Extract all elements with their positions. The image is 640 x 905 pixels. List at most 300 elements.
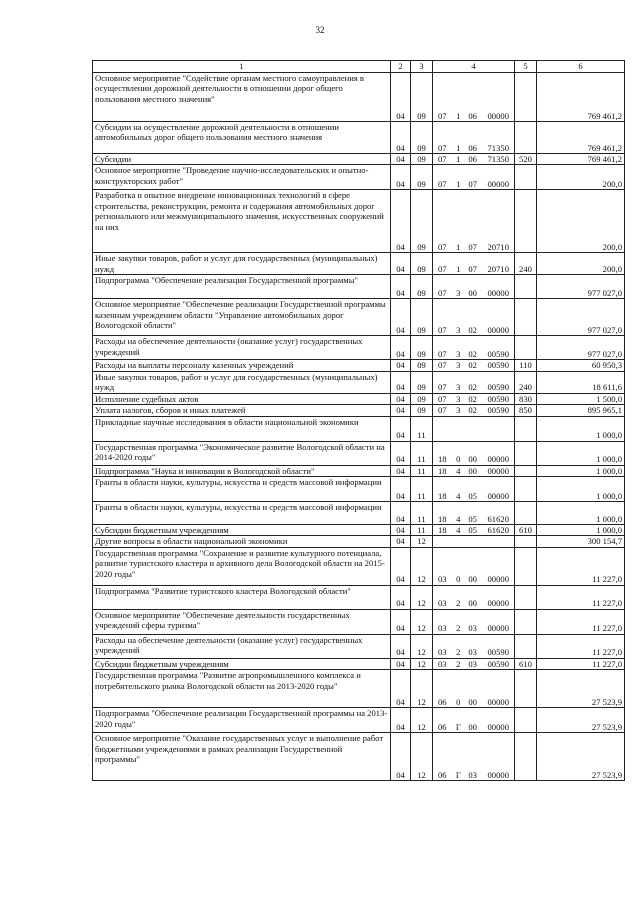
row-amount: 200,0 xyxy=(537,190,625,253)
row-expense-type xyxy=(515,733,537,781)
row-target-code xyxy=(433,73,515,122)
row-amount: 977 027,0 xyxy=(537,336,625,360)
target-code-part: 61620 xyxy=(487,513,509,524)
row-target-code xyxy=(433,670,515,708)
target-code-part: 02 xyxy=(468,360,477,371)
target-code-parts xyxy=(435,264,512,274)
row-subsection-code: 11 xyxy=(411,525,433,536)
row-subsection-code: 09 xyxy=(411,122,433,154)
target-code-part: 07 xyxy=(438,360,447,371)
row-target-code xyxy=(433,441,515,465)
row-amount: 11 227,0 xyxy=(537,547,625,585)
table-row xyxy=(93,634,625,658)
row-target-code xyxy=(433,165,515,190)
row-subsection-code: 11 xyxy=(411,416,433,441)
row-subsection-code: 09 xyxy=(411,336,433,360)
row-subsection-code: 11 xyxy=(411,477,433,502)
row-target-code xyxy=(433,609,515,634)
target-code-part: 1 xyxy=(456,179,461,189)
row-expense-type: 610 xyxy=(515,658,537,669)
row-name: Гранты в области науки, культуры, искусства и средств массовой информации xyxy=(93,502,391,525)
row-name: Подпрограмма "Обеспечение реализации Государственной программы" xyxy=(93,275,391,299)
row-section-code: 04 xyxy=(391,502,411,525)
target-code-part: 02 xyxy=(468,393,477,404)
row-amount: 977 027,0 xyxy=(537,299,625,336)
row-expense-type: 240 xyxy=(515,371,537,393)
target-code-part: 03 xyxy=(438,623,447,634)
row-subsection-code: 09 xyxy=(411,253,433,275)
table-row xyxy=(93,708,625,733)
row-section-code: 04 xyxy=(391,122,411,154)
row-expense-type: 850 xyxy=(515,405,537,416)
row-expense-type xyxy=(515,190,537,253)
row-expense-type xyxy=(515,275,537,299)
row-section-code: 04 xyxy=(391,371,411,393)
row-name: Основное мероприятие "Обеспечение реализации Государственной программы казенным учреждением области "Управление автомобильных дорог Вологодской области" xyxy=(93,299,391,336)
row-section-code: 04 xyxy=(391,416,411,441)
target-code-parts xyxy=(435,179,512,189)
target-code-part: 07 xyxy=(438,242,447,252)
row-amount: 1 000,0 xyxy=(537,502,625,525)
row-subsection-code: 11 xyxy=(411,441,433,465)
table-row xyxy=(93,416,625,441)
row-target-code xyxy=(433,525,515,536)
table-row xyxy=(93,405,625,416)
target-code-part: 3 xyxy=(456,405,461,416)
row-target-code xyxy=(433,405,515,416)
target-code-parts xyxy=(435,143,512,153)
row-amount: 27 523,9 xyxy=(537,708,625,733)
row-name: Разработка и опытное внедрение инновационных технологий в сфере строительства, реконструкции, ремонта и содержания автомобильных дорог регионального или межмуниципального значения, искусственных сооружений на них xyxy=(93,190,391,253)
target-code-part: 00000 xyxy=(487,110,509,121)
row-amount: 1 000,0 xyxy=(537,465,625,476)
row-expense-type xyxy=(515,336,537,360)
row-name: Расходы на обеспечение деятельности (оказание услуг) государственных учреждений xyxy=(93,336,391,360)
target-code-part: 03 xyxy=(468,623,477,634)
row-amount: 27 523,9 xyxy=(537,733,625,781)
row-subsection-code: 09 xyxy=(411,154,433,165)
row-expense-type xyxy=(515,465,537,476)
target-code-parts xyxy=(435,598,512,608)
row-subsection-code: 09 xyxy=(411,371,433,393)
target-code-part: 03 xyxy=(438,647,447,658)
row-amount: 769 461,2 xyxy=(537,154,625,165)
row-name: Подпрограмма "Наука и инновации в Вологодской области" xyxy=(93,465,391,476)
table-row xyxy=(93,609,625,634)
row-target-code xyxy=(433,122,515,154)
row-subsection-code: 12 xyxy=(411,547,433,585)
target-code-part: 0 xyxy=(456,696,461,707)
target-code-part: 00 xyxy=(468,721,477,732)
target-code-part: 00 xyxy=(468,454,477,465)
row-name: Иные закупки товаров, работ и услуг для государственных (муниципальных) нужд xyxy=(93,253,391,275)
row-expense-type: 110 xyxy=(515,360,537,371)
table-row xyxy=(93,336,625,360)
budget-table xyxy=(92,60,625,781)
table-row xyxy=(93,441,625,465)
target-code-part: 03 xyxy=(438,658,447,669)
row-name: Основное мероприятие "Оказание государственных услуг и выполнение работ бюджетными учреждениями в рамках реализации Государственной программы" xyxy=(93,733,391,781)
row-section-code: 04 xyxy=(391,536,411,547)
row-section-code: 04 xyxy=(391,525,411,536)
row-target-code xyxy=(433,733,515,781)
row-expense-type: 520 xyxy=(515,154,537,165)
target-code-parts xyxy=(435,525,512,535)
table-row xyxy=(93,165,625,190)
row-name: Субсидии на осуществление дорожной деятельности в отношении автомобильных дорог общего пользования местного значения xyxy=(93,122,391,154)
target-code-part: 06 xyxy=(438,696,447,707)
target-code-part: 07 xyxy=(438,382,447,393)
row-section-code: 04 xyxy=(391,547,411,585)
target-code-parts xyxy=(435,325,512,335)
target-code-part: 00 xyxy=(468,288,477,298)
row-amount: 1 000,0 xyxy=(537,441,625,465)
target-code-parts xyxy=(435,154,512,164)
target-code-part: 03 xyxy=(468,647,477,658)
target-code-part: 07 xyxy=(468,242,477,252)
target-code-parts xyxy=(435,514,512,524)
target-code-parts xyxy=(435,697,512,707)
target-code-part: 00590 xyxy=(487,658,509,669)
target-code-part: 00590 xyxy=(487,647,509,658)
target-code-part: 00000 xyxy=(487,288,509,298)
row-name: Расходы на обеспечение деятельности (оказание услуг) государственных учреждений xyxy=(93,634,391,658)
target-code-parts xyxy=(435,770,512,780)
target-code-part: 1 xyxy=(456,110,461,121)
row-name: Уплата налогов, сборов и иных платежей xyxy=(93,405,391,416)
row-expense-type xyxy=(515,708,537,733)
target-code-part: Г xyxy=(455,769,461,780)
row-target-code xyxy=(433,477,515,502)
row-target-code xyxy=(433,465,515,476)
target-code-part: 02 xyxy=(468,349,477,359)
target-code-part: 03 xyxy=(468,658,477,669)
target-code-part: 07 xyxy=(438,179,447,189)
row-subsection-code: 09 xyxy=(411,190,433,253)
row-amount: 11 227,0 xyxy=(537,634,625,658)
table-row xyxy=(93,547,625,585)
row-target-code xyxy=(433,371,515,393)
row-subsection-code: 09 xyxy=(411,393,433,404)
table-row xyxy=(93,154,625,165)
target-code-part: 00000 xyxy=(487,454,509,465)
row-expense-type xyxy=(515,547,537,585)
row-amount: 11 227,0 xyxy=(537,658,625,669)
table-row xyxy=(93,190,625,253)
target-code-part: 3 xyxy=(456,325,461,335)
target-code-parts xyxy=(435,405,512,415)
target-code-part: 03 xyxy=(438,598,447,609)
target-code-part: 00 xyxy=(468,598,477,609)
page-number: 32 xyxy=(315,25,325,35)
target-code-part: 07 xyxy=(438,110,447,121)
row-target-code xyxy=(433,585,515,609)
row-target-code xyxy=(433,502,515,525)
target-code-part: 18 xyxy=(438,465,447,476)
row-section-code: 04 xyxy=(391,154,411,165)
target-code-part: 1 xyxy=(456,242,461,252)
row-section-code: 04 xyxy=(391,708,411,733)
target-code-part: 00590 xyxy=(487,393,509,404)
row-expense-type xyxy=(515,477,537,502)
target-code-part: 00000 xyxy=(487,598,509,609)
target-code-part: 05 xyxy=(468,490,477,501)
row-name: Субсидии xyxy=(93,154,391,165)
target-code-parts xyxy=(435,382,512,392)
target-code-part: 18 xyxy=(438,454,447,465)
row-section-code: 04 xyxy=(391,465,411,476)
table-row xyxy=(93,536,625,547)
row-section-code: 04 xyxy=(391,275,411,299)
target-code-part: 00000 xyxy=(487,325,509,335)
row-expense-type: 240 xyxy=(515,253,537,275)
table-row xyxy=(93,122,625,154)
row-amount: 200,0 xyxy=(537,165,625,190)
row-name: Государственная программа "Развитие агропромышленного комплекса и потребительского рынка Вологодской области на 2013-2020 годы" xyxy=(93,670,391,708)
row-expense-type xyxy=(515,585,537,609)
target-code-part: 00000 xyxy=(487,465,509,476)
target-code-parts xyxy=(435,349,512,359)
target-code-part: 00000 xyxy=(487,721,509,732)
target-code-part: 00000 xyxy=(487,179,509,189)
row-name: Субсидии бюджетным учреждениям xyxy=(93,658,391,669)
row-subsection-code: 12 xyxy=(411,733,433,781)
target-code-part: 4 xyxy=(456,490,461,501)
target-code-parts xyxy=(435,242,512,252)
table-row xyxy=(93,658,625,669)
target-code-part: 18 xyxy=(438,490,447,501)
table-row xyxy=(93,299,625,336)
target-code-part: 06 xyxy=(468,110,477,121)
target-code-parts xyxy=(435,288,512,298)
row-expense-type xyxy=(515,73,537,122)
target-code-part: Г xyxy=(455,721,461,732)
row-amount: 1 000,0 xyxy=(537,416,625,441)
target-code-part: 06 xyxy=(468,154,477,164)
target-code-parts xyxy=(435,111,512,121)
target-code-part: 03 xyxy=(438,574,447,585)
target-code-part: 00000 xyxy=(487,490,509,501)
row-amount: 18 611,6 xyxy=(537,371,625,393)
target-code-part: 2 xyxy=(456,658,461,669)
table-row xyxy=(93,371,625,393)
row-section-code: 04 xyxy=(391,405,411,416)
target-code-parts xyxy=(435,623,512,633)
target-code-part: 07 xyxy=(438,325,447,335)
target-code-part: 00000 xyxy=(487,623,509,634)
target-code-part: 71350 xyxy=(487,154,509,164)
row-amount: 300 154,7 xyxy=(537,536,625,547)
table-row xyxy=(93,253,625,275)
target-code-part: 00 xyxy=(468,696,477,707)
table-row xyxy=(93,733,625,781)
row-section-code: 04 xyxy=(391,477,411,502)
target-code-part: 2 xyxy=(456,623,461,634)
row-target-code xyxy=(433,547,515,585)
row-section-code: 04 xyxy=(391,585,411,609)
header-col-5: 5 xyxy=(515,61,537,73)
target-code-part: 4 xyxy=(456,525,461,536)
target-code-part: 1 xyxy=(456,142,461,153)
row-section-code: 04 xyxy=(391,733,411,781)
row-subsection-code: 12 xyxy=(411,536,433,547)
row-amount: 1 000,0 xyxy=(537,525,625,536)
row-section-code: 04 xyxy=(391,299,411,336)
table-row xyxy=(93,502,625,525)
table-header-row xyxy=(93,61,625,73)
row-expense-type xyxy=(515,502,537,525)
table-row xyxy=(93,275,625,299)
row-target-code xyxy=(433,336,515,360)
row-section-code: 04 xyxy=(391,336,411,360)
row-target-code xyxy=(433,708,515,733)
target-code-part: 00 xyxy=(468,465,477,476)
row-name: Государственная программа "Сохранение и развитие культурного потенциала, развитие туристского кластера и архивного дела Вологодской области на 2015-2020 годы" xyxy=(93,547,391,585)
row-expense-type: 830 xyxy=(515,393,537,404)
row-subsection-code: 11 xyxy=(411,465,433,476)
row-target-code xyxy=(433,416,515,441)
row-name: Субсидии бюджетным учреждениям xyxy=(93,525,391,536)
row-expense-type xyxy=(515,165,537,190)
target-code-part: 00 xyxy=(468,574,477,585)
table-row xyxy=(93,670,625,708)
row-target-code xyxy=(433,536,515,547)
target-code-part: 00000 xyxy=(487,696,509,707)
header-col-4: 4 xyxy=(433,61,515,73)
target-code-part: 02 xyxy=(468,405,477,416)
target-code-part: 3 xyxy=(456,288,461,298)
target-code-part: 71350 xyxy=(487,142,509,153)
row-amount: 769 461,2 xyxy=(537,122,625,154)
target-code-parts xyxy=(435,466,512,476)
target-code-part: 02 xyxy=(468,325,477,335)
row-name: Государственная программа "Экономическое развитие Вологодской области на 2014-2020 годы" xyxy=(93,441,391,465)
target-code-part: 00000 xyxy=(487,769,509,780)
row-amount: 977 027,0 xyxy=(537,275,625,299)
target-code-part: 18 xyxy=(438,513,447,524)
row-target-code xyxy=(433,393,515,404)
target-code-parts xyxy=(435,574,512,584)
target-code-part: 05 xyxy=(468,525,477,536)
row-expense-type xyxy=(515,609,537,634)
table-row xyxy=(93,585,625,609)
target-code-part: 00000 xyxy=(487,574,509,585)
row-amount: 11 227,0 xyxy=(537,609,625,634)
target-code-part: 03 xyxy=(468,769,477,780)
row-expense-type xyxy=(515,670,537,708)
row-name: Подпрограмма "Обеспечение реализации Государственной программы на 2013-2020 годы" xyxy=(93,708,391,733)
row-amount: 27 523,9 xyxy=(537,670,625,708)
row-subsection-code: 12 xyxy=(411,670,433,708)
table-row xyxy=(93,393,625,404)
target-code-part: 0 xyxy=(456,454,461,465)
row-name: Гранты в области науки, культуры, искусства и средств массовой информации xyxy=(93,477,391,502)
target-code-part: 3 xyxy=(456,360,461,371)
row-section-code: 04 xyxy=(391,609,411,634)
target-code-part: 2 xyxy=(456,598,461,609)
target-code-part: 20710 xyxy=(487,264,509,274)
row-subsection-code: 12 xyxy=(411,708,433,733)
row-subsection-code: 09 xyxy=(411,299,433,336)
row-target-code xyxy=(433,658,515,669)
row-target-code xyxy=(433,360,515,371)
row-amount: 60 950,3 xyxy=(537,360,625,371)
row-target-code xyxy=(433,154,515,165)
row-subsection-code: 09 xyxy=(411,73,433,122)
row-section-code: 04 xyxy=(391,658,411,669)
row-name: Основное мероприятие "Содействие органам местного самоуправления в осуществлении дорожной деятельности в отношении дорог общего пользования местного значения" xyxy=(93,73,391,122)
target-code-part: 07 xyxy=(438,142,447,153)
target-code-parts xyxy=(435,491,512,501)
row-name: Основное мероприятие "Обеспечение деятельности государственных учреждений сферы туризма" xyxy=(93,609,391,634)
target-code-part: 2 xyxy=(456,647,461,658)
row-expense-type xyxy=(515,441,537,465)
table-row xyxy=(93,360,625,371)
row-section-code: 04 xyxy=(391,393,411,404)
row-expense-type xyxy=(515,634,537,658)
row-subsection-code: 11 xyxy=(411,502,433,525)
target-code-part: 05 xyxy=(468,513,477,524)
target-code-parts xyxy=(435,722,512,732)
row-name: Основное мероприятие "Проведение научно-исследовательских и опытно-конструкторских работ" xyxy=(93,165,391,190)
header-col-1: 1 xyxy=(93,61,391,73)
row-subsection-code: 12 xyxy=(411,609,433,634)
row-name: Расходы на выплаты персоналу казенных учреждений xyxy=(93,360,391,371)
table-row xyxy=(93,477,625,502)
row-amount: 769 461,2 xyxy=(537,73,625,122)
target-code-part: 00590 xyxy=(487,349,509,359)
row-amount: 200,0 xyxy=(537,253,625,275)
row-section-code: 04 xyxy=(391,253,411,275)
target-code-parts xyxy=(435,454,512,464)
target-code-part: 0 xyxy=(456,574,461,585)
target-code-parts xyxy=(435,360,512,370)
row-amount: 1 000,0 xyxy=(537,477,625,502)
target-code-part: 3 xyxy=(456,393,461,404)
row-name: Иные закупки товаров, работ и услуг для государственных (муниципальных) нужд xyxy=(93,371,391,393)
row-expense-type xyxy=(515,416,537,441)
target-code-parts xyxy=(435,647,512,657)
table-row xyxy=(93,465,625,476)
row-name: Другие вопросы в области национальной экономики xyxy=(93,536,391,547)
row-target-code xyxy=(433,190,515,253)
row-expense-type xyxy=(515,122,537,154)
target-code-part: 07 xyxy=(468,179,477,189)
row-target-code xyxy=(433,275,515,299)
target-code-part: 07 xyxy=(438,288,447,298)
row-section-code: 04 xyxy=(391,190,411,253)
target-code-part: 3 xyxy=(456,382,461,393)
row-amount: 1 500,0 xyxy=(537,393,625,404)
target-code-part: 4 xyxy=(456,465,461,476)
target-code-part: 06 xyxy=(438,769,447,780)
row-expense-type: 610 xyxy=(515,525,537,536)
row-amount: 11 227,0 xyxy=(537,585,625,609)
row-section-code: 04 xyxy=(391,73,411,122)
row-name: Подпрограмма "Развитие туристского кластера Вологодской области" xyxy=(93,585,391,609)
target-code-parts xyxy=(435,394,512,404)
row-name: Прикладные научные исследования в области национальной экономики xyxy=(93,416,391,441)
row-subsection-code: 12 xyxy=(411,634,433,658)
target-code-part: 06 xyxy=(438,721,447,732)
target-code-part: 3 xyxy=(456,349,461,359)
row-target-code xyxy=(433,634,515,658)
table-row xyxy=(93,525,625,536)
row-expense-type xyxy=(515,299,537,336)
row-target-code xyxy=(433,299,515,336)
target-code-parts xyxy=(435,659,512,669)
target-code-part: 18 xyxy=(438,525,447,536)
